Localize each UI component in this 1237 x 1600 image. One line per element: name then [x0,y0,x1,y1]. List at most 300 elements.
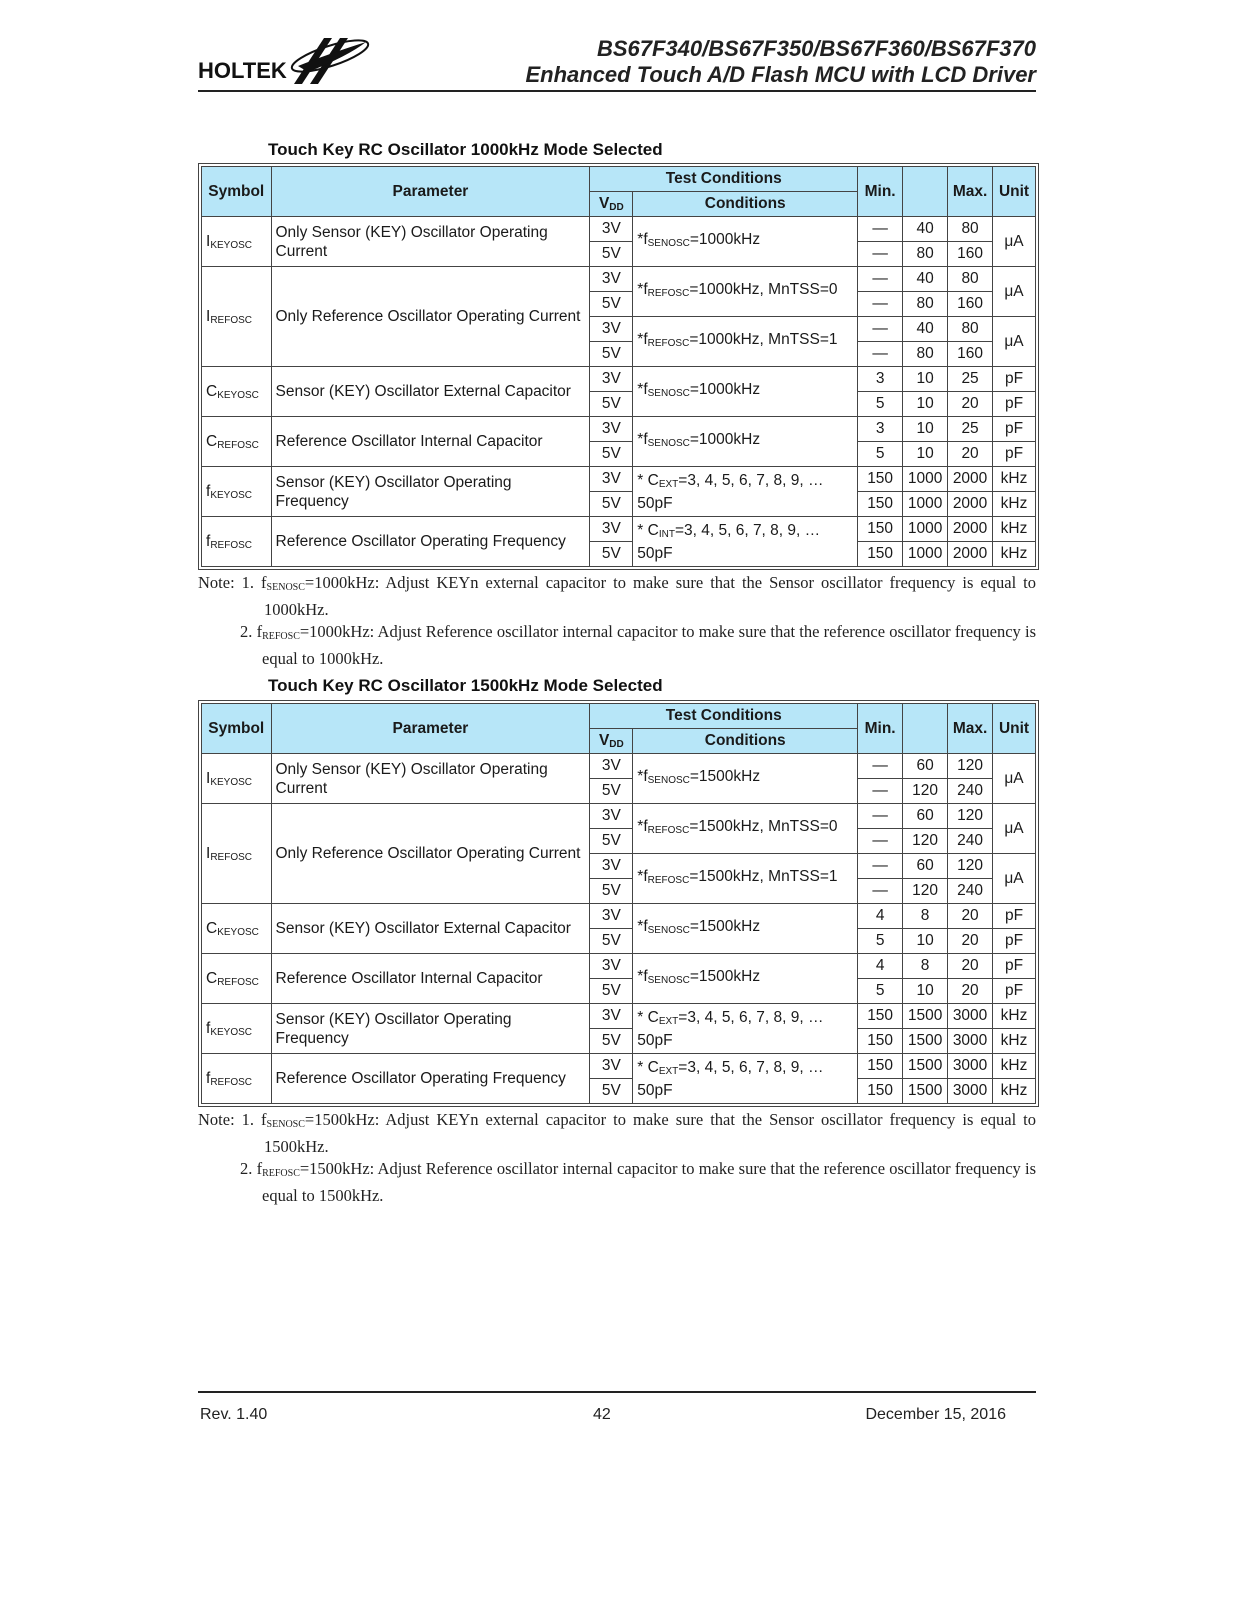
vdd-cell: 3V [590,754,633,779]
symbol-cell [202,904,272,954]
unit-cell: kHz [993,1029,1036,1054]
vdd-label-pre: V [598,195,610,212]
condition-post: =1500kHz [689,768,761,785]
header-row [202,167,1036,192]
condition-post: =1000kHz [689,431,761,448]
unit-cell: pF [993,929,1036,954]
max-cell: 160 [948,342,993,367]
unit-cell: μA [993,317,1036,367]
vdd-cell: 3V [590,467,633,492]
min-cell: — [858,879,903,904]
note-2-subscript: REFOSC [262,1168,300,1179]
min-cell: — [858,829,903,854]
page-footer [198,1391,1036,1423]
unit-cell: pF [993,442,1036,467]
note-2-pre: 2. f [240,622,263,641]
max-cell: 240 [948,829,993,854]
parameter-cell: Only Sensor (KEY) Oscillator Operating Current [271,217,590,267]
symbol-pre: I [206,769,211,787]
vdd-cell: 5V [590,979,633,1004]
col-parameter-header: Parameter [271,704,590,754]
max-cell: 160 [948,242,993,267]
typ-cell: 1000 [903,517,948,542]
min-cell: 5 [858,979,903,1004]
parameter-cell: Only Sensor (KEY) Oscillator Operating Current [271,754,590,804]
max-cell: 20 [948,392,993,417]
typ-cell: 40 [903,267,948,292]
unit-cell: kHz [993,1054,1036,1079]
condition-pre: *f [637,281,648,298]
conditions-cell [633,854,858,904]
typ-cell: 1500 [903,1004,948,1029]
conditions-cell [633,1004,858,1054]
vdd-cell: 5V [590,342,633,367]
symbol-cell [202,954,272,1004]
symbol-pre: f [206,532,211,550]
note-1-subscript: SENOSC [266,582,305,593]
section-2-title: Touch Key RC Oscillator 1500kHz Mode Selected [268,676,663,695]
parameter-cell: Sensor (KEY) Oscillator Operating Frequency [271,1004,590,1054]
symbol-pre: f [206,482,211,500]
typ-cell: 10 [903,979,948,1004]
min-cell: — [858,779,903,804]
min-cell: — [858,292,903,317]
condition-subscript: REFOSC [647,338,690,349]
vdd-cell: 3V [590,954,633,979]
min-cell: 150 [858,517,903,542]
symbol-subscript: KEYOSC [217,389,259,401]
table-row [202,217,1036,242]
symbol-pre: C [206,432,218,450]
typ-cell: 60 [903,854,948,879]
conditions-cell [633,954,858,1004]
note-2-post: =1500kHz: Adjust Reference oscillator internal capacitor to make sure that the reference oscillator frequency is equal to 1500kHz. [262,1159,1036,1205]
section-1-title: Touch Key RC Oscillator 1000kHz Mode Selected [268,140,663,159]
table-row [202,954,1036,979]
symbol-pre: C [206,969,218,987]
vdd-cell: 3V [590,904,633,929]
col-unit-header: Unit [993,704,1036,754]
condition-subscript: REFOSC [647,288,690,299]
conditions-cell [633,367,858,417]
unit-cell: pF [993,392,1036,417]
symbol-subscript: REFOSC [217,976,259,988]
condition-post: =1000kHz, MnTSS=0 [689,281,838,298]
symbol-subscript: KEYOSC [210,489,252,501]
symbol-subscript: REFOSC [210,539,252,551]
unit-cell: kHz [993,1079,1036,1104]
unit-cell: μA [993,217,1036,267]
vdd-cell: 3V [590,217,633,242]
max-cell: 2000 [948,542,993,567]
section-1-notes [198,572,1036,670]
max-cell: 80 [948,317,993,342]
section-2-notes [198,1109,1036,1207]
symbol-cell [202,367,272,417]
note-2 [198,1158,1036,1207]
note-1-post: =1000kHz: Adjust KEYn external capacitor to make sure that the Sensor oscillator frequency is equal to 1000kHz. [264,573,1037,619]
min-cell: — [858,317,903,342]
min-cell: 4 [858,904,903,929]
vdd-cell: 3V [590,854,633,879]
unit-cell: pF [993,954,1036,979]
document-title [525,36,1036,88]
min-cell: 5 [858,442,903,467]
max-cell: 20 [948,929,993,954]
typ-cell: 10 [903,367,948,392]
conditions-cell [633,217,858,267]
parameter-cell: Reference Oscillator Operating Frequency [271,517,590,567]
vdd-cell: 5V [590,1079,633,1104]
col-max-header: Max. [948,704,993,754]
max-cell: 2000 [948,492,993,517]
parameter-cell: Sensor (KEY) Oscillator External Capacitor [271,904,590,954]
col-test-conditions-header: Test Conditions [590,704,858,729]
max-cell: 25 [948,367,993,392]
max-cell: 3000 [948,1004,993,1029]
unit-cell: pF [993,367,1036,392]
page-header [198,26,1036,92]
note-1-pre: Note: 1. f [198,1110,267,1129]
col-vdd-header [590,192,633,217]
min-cell: — [858,804,903,829]
condition-subscript: SENOSC [647,975,690,986]
holtek-logo [198,26,378,86]
typ-cell: 8 [903,904,948,929]
vdd-cell: 3V [590,367,633,392]
conditions-cell [633,417,858,467]
typ-cell: 60 [903,804,948,829]
unit-cell: μA [993,267,1036,317]
conditions-cell [633,754,858,804]
condition-post: =1500kHz, MnTSS=0 [689,818,838,835]
vdd-cell: 5V [590,879,633,904]
typ-cell: 60 [903,754,948,779]
condition-post: =1000kHz, MnTSS=1 [689,331,838,348]
condition-pre: *f [637,431,648,448]
max-cell: 3000 [948,1029,993,1054]
typ-cell: 40 [903,317,948,342]
vdd-cell: 5V [590,442,633,467]
condition-subscript: SENOSC [647,238,690,249]
min-cell: 150 [858,1029,903,1054]
unit-cell: pF [993,417,1036,442]
table-row [202,417,1036,442]
typ-cell: 120 [903,779,948,804]
symbol-cell [202,804,272,904]
max-cell: 20 [948,979,993,1004]
logo-wordmark: HOLTEK [198,58,287,83]
conditions-cell [633,467,858,517]
parameter-cell: Sensor (KEY) Oscillator External Capacitor [271,367,590,417]
vdd-label-subscript: DD [609,202,624,213]
vdd-cell: 3V [590,317,633,342]
note-2 [198,621,1036,670]
min-cell: 5 [858,929,903,954]
vdd-cell: 5V [590,242,633,267]
conditions-cell [633,267,858,317]
unit-cell: μA [993,804,1036,854]
condition-subscript: REFOSC [647,825,690,836]
spec-table-1500khz [201,703,1036,1104]
symbol-subscript: REFOSC [210,314,252,326]
condition-subscript: SENOSC [647,438,690,449]
condition-post: =1500kHz [689,968,761,985]
min-cell: 150 [858,1079,903,1104]
min-cell: — [858,217,903,242]
typ-cell: 80 [903,292,948,317]
condition-pre: *f [637,968,648,985]
col-vdd-header [590,729,633,754]
min-cell: — [858,342,903,367]
max-cell: 240 [948,779,993,804]
max-cell: 160 [948,292,993,317]
min-cell: 150 [858,492,903,517]
min-cell: 150 [858,542,903,567]
max-cell: 240 [948,879,993,904]
conditions-cell [633,904,858,954]
min-cell: 3 [858,417,903,442]
vdd-cell: 3V [590,417,633,442]
col-symbol-header: Symbol [202,167,272,217]
condition-pre: *f [637,768,648,785]
symbol-cell [202,267,272,367]
col-conditions-header: Conditions [633,729,858,754]
title-line-1: BS67F340/BS67F350/BS67F360/BS67F370 [596,36,1036,61]
note-2-post: =1000kHz: Adjust Reference oscillator internal capacitor to make sure that the reference oscillator frequency is equal to 1000kHz. [262,622,1036,668]
condition-subscript: SENOSC [647,775,690,786]
unit-cell: kHz [993,492,1036,517]
col-typ-header [903,167,948,217]
min-cell: 150 [858,1004,903,1029]
parameter-cell: Reference Oscillator Operating Frequency [271,1054,590,1104]
typ-cell: 1000 [903,467,948,492]
conditions-cell [633,1054,858,1104]
typ-cell: 10 [903,392,948,417]
spec-table-1000khz [201,166,1036,567]
symbol-cell [202,517,272,567]
parameter-cell: Sensor (KEY) Oscillator Operating Frequency [271,467,590,517]
min-cell: — [858,242,903,267]
condition-pre: * C [637,1008,659,1026]
min-cell: — [858,267,903,292]
condition-post: =1500kHz [689,918,761,935]
min-cell: 5 [858,392,903,417]
symbol-subscript: KEYOSC [217,926,259,938]
condition-pre: * C [637,521,659,539]
typ-cell: 1500 [903,1054,948,1079]
max-cell: 2000 [948,517,993,542]
symbol-cell [202,467,272,517]
min-cell: 4 [858,954,903,979]
condition-post: =1500kHz, MnTSS=1 [689,868,838,885]
vdd-cell: 5V [590,829,633,854]
condition-pre: *f [637,381,648,398]
symbol-cell [202,217,272,267]
vdd-cell: 5V [590,292,633,317]
vdd-cell: 3V [590,1054,633,1079]
typ-cell: 80 [903,342,948,367]
header-row [202,704,1036,729]
condition-post: =1000kHz [689,381,761,398]
col-parameter-header: Parameter [271,167,590,217]
typ-cell: 10 [903,417,948,442]
vdd-cell: 5V [590,542,633,567]
symbol-subscript: REFOSC [217,439,259,451]
unit-cell: pF [993,904,1036,929]
vdd-cell: 3V [590,267,633,292]
parameter-cell: Only Reference Oscillator Operating Current [271,804,590,904]
condition-subscript: EXT [658,1015,679,1027]
typ-cell: 80 [903,242,948,267]
unit-cell: kHz [993,467,1036,492]
note-1 [198,572,1036,621]
col-conditions-header: Conditions [633,192,858,217]
table-row [202,467,1036,492]
vdd-cell: 5V [590,492,633,517]
unit-cell: kHz [993,1004,1036,1029]
table-row [202,367,1036,392]
conditions-cell [633,804,858,854]
condition-pre: * C [637,471,659,489]
note-1 [198,1109,1036,1158]
condition-pre: *f [637,918,648,935]
min-cell: — [858,854,903,879]
symbol-subscript: KEYOSC [210,1026,252,1038]
parameter-cell: Reference Oscillator Internal Capacitor [271,417,590,467]
typ-cell: 10 [903,929,948,954]
condition-subscript: SENOSC [647,925,690,936]
condition-post: =1000kHz [689,231,761,248]
max-cell: 20 [948,954,993,979]
unit-cell: μA [993,854,1036,904]
table-row [202,1054,1036,1079]
min-cell: 3 [858,367,903,392]
symbol-cell [202,1054,272,1104]
max-cell: 120 [948,854,993,879]
table-row [202,804,1036,829]
footer-date: December 15, 2016 [865,1406,1006,1423]
symbol-pre: C [206,919,218,937]
condition-post: =3, 4, 5, 6, 7, 8, 9, … 50pF [637,1058,824,1099]
condition-post: =3, 4, 5, 6, 7, 8, 9, … 50pF [637,521,821,562]
symbol-cell [202,1004,272,1054]
table-row [202,517,1036,542]
symbol-pre: C [206,382,218,400]
vdd-label-pre: V [598,732,610,749]
symbol-pre: I [206,307,211,325]
typ-cell: 1000 [903,542,948,567]
col-symbol-header: Symbol [202,704,272,754]
max-cell: 80 [948,267,993,292]
unit-cell: kHz [993,542,1036,567]
unit-cell: kHz [993,517,1036,542]
symbol-pre: f [206,1019,211,1037]
symbol-subscript: KEYOSC [210,776,252,788]
table-row [202,904,1036,929]
vdd-cell: 3V [590,804,633,829]
table-row [202,267,1036,292]
vdd-cell: 5V [590,1029,633,1054]
typ-cell: 1500 [903,1079,948,1104]
note-1-post: =1500kHz: Adjust KEYn external capacitor to make sure that the Sensor oscillator frequency is equal to 1500kHz. [264,1110,1037,1156]
typ-cell: 10 [903,442,948,467]
typ-cell: 8 [903,954,948,979]
symbol-subscript: REFOSC [210,851,252,863]
unit-cell: μA [993,754,1036,804]
vdd-cell: 5V [590,929,633,954]
note-2-pre: 2. f [240,1159,263,1178]
condition-subscript: EXT [658,478,679,490]
min-cell: — [858,754,903,779]
parameter-cell: Reference Oscillator Internal Capacitor [271,954,590,1004]
footer-page-number: 42 [593,1406,611,1423]
symbol-pre: f [206,1069,211,1087]
condition-pre: *f [637,868,648,885]
note-1-subscript: SENOSC [266,1119,305,1130]
condition-pre: *f [637,231,648,248]
col-max-header: Max. [948,167,993,217]
table-row [202,754,1036,779]
unit-cell: pF [993,979,1036,1004]
footer-revision: Rev. 1.40 [200,1406,268,1423]
condition-post: =3, 4, 5, 6, 7, 8, 9, … 50pF [637,471,824,512]
conditions-cell [633,317,858,367]
symbol-cell [202,754,272,804]
condition-pre: * C [637,1058,659,1076]
parameter-cell: Only Reference Oscillator Operating Current [271,267,590,367]
min-cell: 150 [858,467,903,492]
max-cell: 20 [948,442,993,467]
condition-pre: *f [637,818,648,835]
symbol-pre: I [206,844,211,862]
condition-post: =3, 4, 5, 6, 7, 8, 9, … 50pF [637,1008,824,1049]
title-line-2: Enhanced Touch A/D Flash MCU with LCD Driver [525,62,1036,87]
col-min-header: Min. [858,167,903,217]
symbol-subscript: KEYOSC [210,239,252,251]
max-cell: 3000 [948,1079,993,1104]
condition-subscript: INT [658,528,675,540]
max-cell: 120 [948,754,993,779]
col-unit-header: Unit [993,167,1036,217]
vdd-cell: 5V [590,779,633,804]
max-cell: 80 [948,217,993,242]
typ-cell: 1500 [903,1029,948,1054]
vdd-cell: 3V [590,1004,633,1029]
max-cell: 2000 [948,467,993,492]
vdd-label-subscript: DD [609,739,624,750]
max-cell: 20 [948,904,993,929]
min-cell: 150 [858,1054,903,1079]
condition-subscript: SENOSC [647,388,690,399]
max-cell: 120 [948,804,993,829]
vdd-cell: 5V [590,392,633,417]
typ-cell: 40 [903,217,948,242]
max-cell: 3000 [948,1054,993,1079]
condition-subscript: EXT [658,1065,679,1077]
table-row [202,1004,1036,1029]
col-typ-header [903,704,948,754]
col-test-conditions-header: Test Conditions [590,167,858,192]
condition-subscript: REFOSC [647,875,690,886]
typ-cell: 120 [903,879,948,904]
vdd-cell: 3V [590,517,633,542]
typ-cell: 120 [903,829,948,854]
conditions-cell [633,517,858,567]
max-cell: 25 [948,417,993,442]
condition-pre: *f [637,331,648,348]
symbol-pre: I [206,232,211,250]
